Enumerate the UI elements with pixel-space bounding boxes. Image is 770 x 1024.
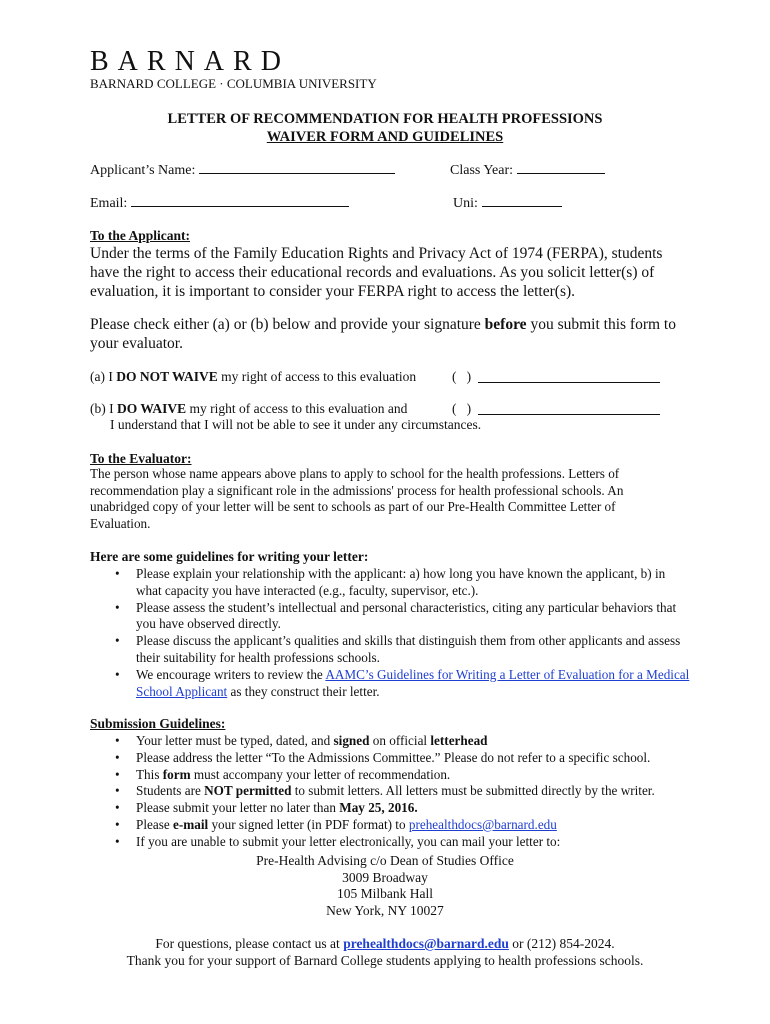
guidelines-heading: Here are some guidelines for writing your letter: xyxy=(90,549,369,564)
list-item: • Your letter must be typed, dated, and signed on official letterhead xyxy=(90,733,690,750)
address-line: New York, NY 10027 xyxy=(326,902,444,918)
uni-field[interactable] xyxy=(453,194,562,213)
option-b-signature-line[interactable] xyxy=(478,413,660,415)
list-item: • Please explain your relationship with the applicant: a) how long you have known the applicant, b) in what capacity you have interacted (e.g., faculty, supervisor, etc.). xyxy=(90,566,690,600)
evaluator-paragraph: The person whose name appears above plans to apply to school for the health professions. Letters of recommendation play a significant role in the admissions' process for health professional schools. An unabridged copy of your letter will be sent to schools as part of our Pre-Health Committee Letter of Evaluation. xyxy=(90,466,624,531)
option-a-text: (a) I DO NOT WAIVE my right of access to this evaluation xyxy=(90,369,417,384)
class-year-line[interactable] xyxy=(517,161,605,174)
option-a-signature-line[interactable] xyxy=(478,381,660,383)
barnard-logo: BARNARD xyxy=(90,46,290,77)
thank-you-line: Thank you for your support of Barnard College students applying to health professions schools. xyxy=(126,953,644,968)
evaluator-heading: To the Evaluator: xyxy=(90,451,192,466)
email-line[interactable] xyxy=(131,194,349,207)
list-item: • If you are unable to submit your letter electronically, you can mail your letter to: xyxy=(90,834,690,851)
submission-heading: Submission Guidelines: xyxy=(90,716,226,731)
email-label: Email: xyxy=(90,196,128,211)
class-year-label: Class Year: xyxy=(450,163,514,178)
option-b-understanding: I understand that I will not be able to see it under any circumstances. xyxy=(110,417,482,432)
form-subtitle: WAIVER FORM AND GUIDELINES xyxy=(266,129,504,145)
contact-email-link[interactable]: prehealthdocs@barnard.edu xyxy=(343,936,509,951)
applicant-name-line[interactable] xyxy=(199,161,395,174)
uni-label: Uni: xyxy=(453,196,478,211)
aamc-guidelines-link[interactable]: AAMC’s Guidelines for Writing a Letter of Evaluation for a Medical School Applicant xyxy=(136,666,690,699)
list-item: • Students are NOT permitted to submit letters. All letters must be submitted directly by the writer. xyxy=(90,783,690,800)
option-b-text: (b) I DO WAIVE my right of access to this evaluation and xyxy=(90,401,408,416)
ferpa-paragraph: Under the terms of the Family Education Rights and Privacy Act of 1974 (FERPA), students have the right to access their educational records and evaluations. As you solicit letter(s) of evaluation, it is important to consider your FERPA right to access the letter(s). xyxy=(90,245,663,300)
signature-instruction: Please check either (a) or (b) below and provide your signature before you submit this form to your evaluator. xyxy=(90,316,676,352)
guidelines-list xyxy=(90,566,690,700)
address-line: 3009 Broadway xyxy=(342,869,428,885)
list-item: • Please address the letter “To the Admissions Committee.” Please do not refer to a specific school. xyxy=(90,750,690,767)
list-item: • Please e-mail your signed letter (in PDF format) to prehealthdocs@barnard.edu xyxy=(90,817,690,834)
class-year-field[interactable] xyxy=(450,161,605,180)
list-item: • Please assess the student’s intellectual and personal characteristics, citing any particular behaviors that you have observed directly. xyxy=(90,600,690,634)
list-item: • Please submit your letter no later than May 25, 2016. xyxy=(90,800,690,817)
option-b-checkbox[interactable]: ( ) xyxy=(452,401,472,416)
address-line: 105 Milbank Hall xyxy=(337,886,433,901)
mailing-address xyxy=(0,853,770,919)
email-field[interactable] xyxy=(90,194,349,213)
list-item: • This form must accompany your letter of recommendation. xyxy=(90,767,690,784)
address-line: Pre-Health Advising c/o Dean of Studies Office xyxy=(256,853,514,868)
applicant-name-label: Applicant’s Name: xyxy=(90,163,196,178)
list-item: • Please discuss the applicant’s qualities and skills that distinguish them from other applicants and assess their suitability for health professions schools. xyxy=(90,633,690,667)
uni-line[interactable] xyxy=(482,194,562,207)
email-link[interactable]: prehealthdocs@barnard.edu xyxy=(408,816,557,832)
college-subtitle: BARNARD COLLEGE · COLUMBIA UNIVERSITY xyxy=(90,76,377,91)
submission-list xyxy=(90,733,690,851)
applicant-name-field[interactable] xyxy=(90,161,395,180)
applicant-heading: To the Applicant: xyxy=(90,228,191,243)
contact-line: For questions, please contact us at prehealthdocs@barnard.edu or (212) 854-2024. xyxy=(155,936,615,951)
option-a-checkbox[interactable]: ( ) xyxy=(452,369,472,384)
form-title: LETTER OF RECOMMENDATION FOR HEALTH PROFESSIONS xyxy=(167,111,603,127)
list-item: • We encourage writers to review the AAMC’s Guidelines for Writing a Letter of Evaluation for a Medical School Applicant as they construct their letter. xyxy=(90,667,690,701)
